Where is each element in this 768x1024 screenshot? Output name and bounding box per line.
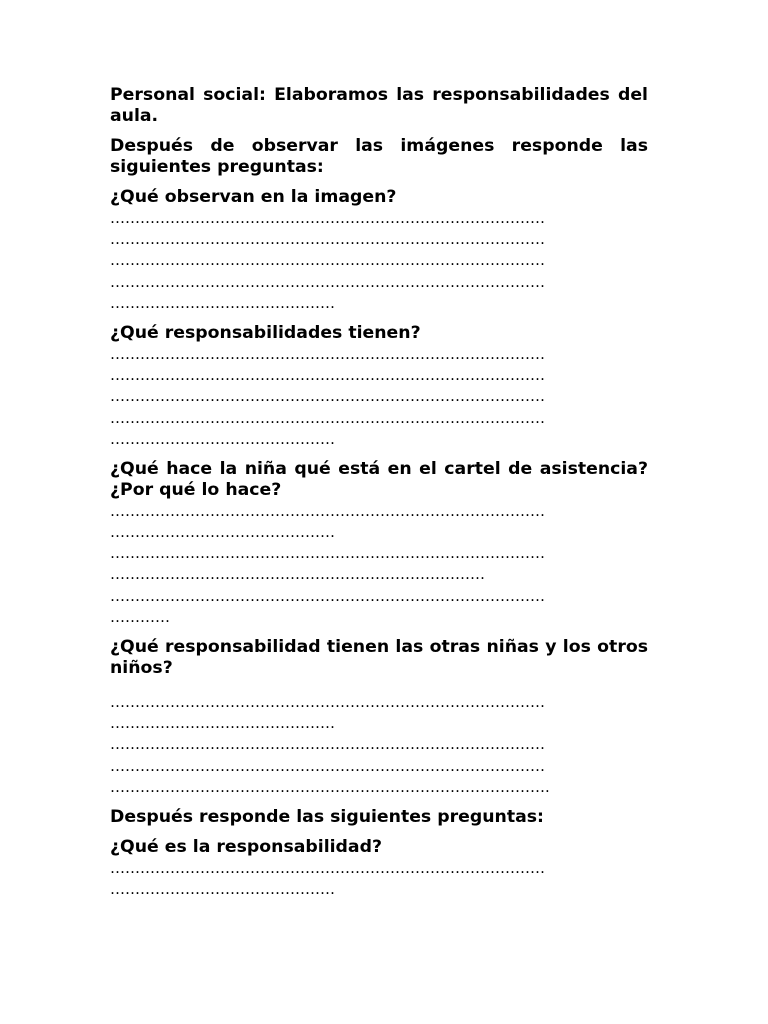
worksheet-title: Personal social: Elaboramos las responsabilidades del aula. <box>110 85 648 126</box>
answer-line[interactable]: …………………………………………………………………………… <box>110 586 545 605</box>
section2-instruction: Después responde las siguientes preguntas: <box>110 806 544 827</box>
question-attendance-poster: ¿Qué hace la niña qué está en el cartel de asistencia? ¿Por qué lo hace? <box>110 458 648 500</box>
question-other-children: ¿Qué responsabilidad tienen las otras niñas y los otros niños? <box>110 637 648 678</box>
answer-line[interactable]: …………………………………………………………………………… <box>110 366 545 385</box>
answer-line[interactable]: …………………………………………………………………………… <box>110 272 545 291</box>
answer-line[interactable]: …………………………………………………………………………… <box>110 693 545 711</box>
answer-line[interactable]: ……………………………………… <box>110 714 335 733</box>
question-responsibilities: ¿Qué responsabilidades tienen? <box>110 322 421 343</box>
answer-lines-q5 <box>110 858 648 900</box>
worksheet-page <box>110 85 648 900</box>
answer-line[interactable]: …………………………………………………………………………… <box>110 209 545 227</box>
answer-lines-q2 <box>110 344 648 450</box>
answer-line[interactable]: …………………………………………………………………………… <box>110 387 545 406</box>
answer-lines-q4 <box>110 692 648 798</box>
answer-line[interactable]: …………………………………………………………………………… <box>110 858 545 877</box>
answer-line[interactable]: ……………………………………… <box>110 880 335 899</box>
answer-line[interactable]: …………………………………………………………………………… <box>110 344 545 363</box>
answer-line[interactable]: …………………………………………………………………………… <box>110 408 545 427</box>
answer-line[interactable]: …………………………………………………………………………… <box>110 501 545 520</box>
answer-line[interactable]: …………………………………………………………………………… <box>110 251 545 270</box>
answer-line[interactable]: ……………………………………… <box>110 429 335 448</box>
answer-line[interactable]: ……………………………………………………………………………. <box>110 777 550 796</box>
answer-line[interactable]: ………… <box>110 607 170 626</box>
answer-line[interactable]: …………………………………………………………………………… <box>110 544 545 563</box>
question-what-is-responsibility: ¿Qué es la responsabilidad? <box>110 836 382 857</box>
answer-line[interactable]: …………………………………………………………………………… <box>110 735 545 754</box>
answer-line[interactable]: ……………………………………… <box>110 523 335 542</box>
question-what-observe: ¿Qué observan en la imagen? <box>110 187 397 207</box>
answer-line[interactable]: …………………………………………………………………………… <box>110 756 545 775</box>
answer-lines-q3 <box>110 501 648 628</box>
answer-line[interactable]: ……………………………………… <box>110 293 335 312</box>
answer-line[interactable]: …………………………………………………………………………… <box>110 230 545 249</box>
instruction-text: Después de observar las imágenes responde las siguientes preguntas: <box>110 136 648 177</box>
answer-lines-q1 <box>110 208 648 314</box>
answer-line[interactable]: ………………………………………………………………… <box>110 565 485 584</box>
